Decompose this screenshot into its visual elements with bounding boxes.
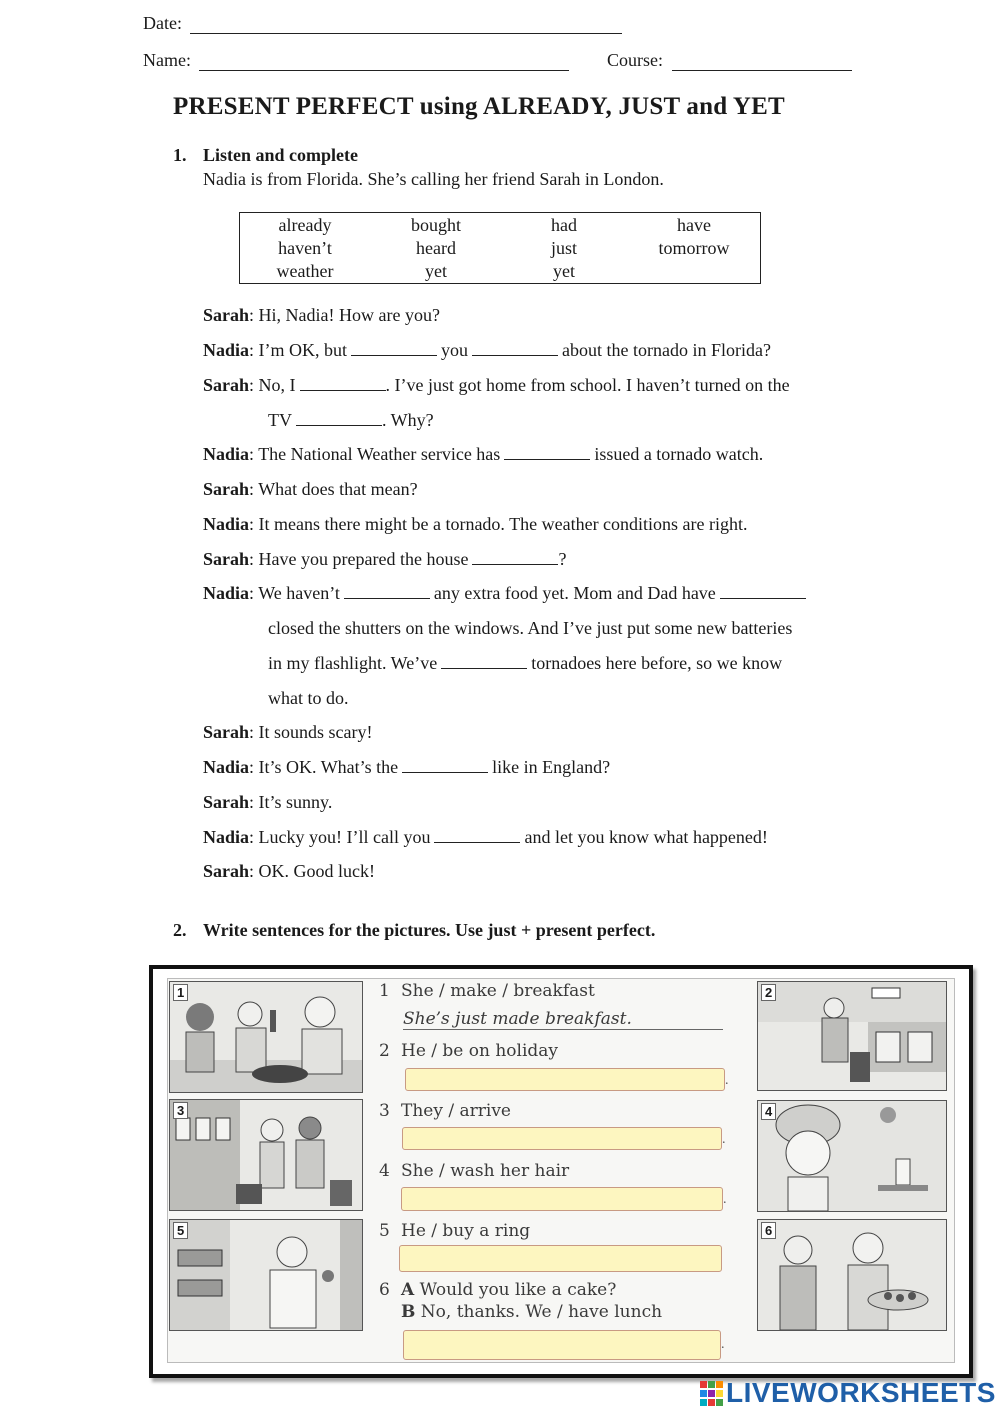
q1-heading: Listen and complete bbox=[203, 145, 358, 165]
exercise-item-6b: B No, thanks. We / have lunch bbox=[401, 1302, 663, 1322]
train-station-illustration bbox=[170, 1100, 362, 1210]
date-row bbox=[143, 13, 622, 34]
picture-6 bbox=[757, 1219, 947, 1331]
speaker: Sarah bbox=[203, 305, 250, 325]
liveworksheets-logo bbox=[700, 1377, 996, 1411]
name-row bbox=[143, 50, 569, 71]
course-label: Course: bbox=[607, 50, 663, 70]
exercise-item-5: 5 He / buy a ring bbox=[379, 1221, 531, 1241]
kitchen-illustration bbox=[170, 982, 362, 1092]
speaker: Sarah bbox=[203, 375, 250, 395]
picture-number: 1 bbox=[173, 984, 188, 1001]
dialogue-line: Sarah: It’s sunny. bbox=[203, 792, 333, 812]
answer-input-2[interactable] bbox=[405, 1068, 725, 1091]
gap-blank[interactable] bbox=[402, 758, 488, 773]
gap-blank[interactable] bbox=[300, 376, 386, 391]
gap-blank[interactable] bbox=[344, 584, 430, 599]
dialogue-line: Nadia: The National Weather service has issued a tornado watch. bbox=[203, 444, 764, 464]
speaker: Nadia bbox=[203, 827, 250, 847]
dialogue-line: in my flashlight. We’ve tornadoes here before, so we know bbox=[268, 653, 783, 673]
gap-blank[interactable] bbox=[351, 341, 437, 356]
dialogue-line: Sarah: What does that mean? bbox=[203, 479, 418, 499]
picture-number: 5 bbox=[173, 1222, 188, 1239]
page-title: PRESENT PERFECT using ALREADY, JUST and YET bbox=[173, 93, 785, 120]
speaker: Nadia bbox=[203, 757, 250, 777]
exercise-frame: 1 3 5 2 4 6 1 She / make / breakfast She’s just made breakfast. 2 He / be on holiday . 3 They / arrive . 4 She / wash her hair . 5 He / buy a ring 6 A Would you like a cake? B No, thanks. We / have lunch . bbox=[149, 965, 973, 1378]
speaker: Nadia bbox=[203, 583, 250, 603]
brand-name: LIVEWORKSHEETS bbox=[726, 1377, 996, 1408]
dialogue-line: Sarah: No, I . I’ve just got home from school. I haven’t turned on the bbox=[203, 375, 790, 395]
word-box-cell: already bbox=[278, 215, 332, 235]
dialogue-line: Nadia: I’m OK, but you about the tornado in Florida? bbox=[203, 340, 771, 360]
dialogue-line: Nadia: We haven’t any extra food yet. Mom and Dad have bbox=[203, 583, 806, 604]
picture-5 bbox=[169, 1219, 363, 1331]
dialogue-line: Sarah: Hi, Nadia! How are you? bbox=[203, 305, 440, 325]
speaker: Nadia bbox=[203, 444, 250, 464]
picture-number: 6 bbox=[761, 1222, 776, 1239]
dialogue-line: Nadia: It’s OK. What’s the like in England? bbox=[203, 757, 611, 777]
gap-blank[interactable] bbox=[472, 550, 558, 565]
holiday-illustration bbox=[758, 982, 946, 1090]
word-box-cell: yet bbox=[425, 261, 447, 281]
speaker: Nadia bbox=[203, 514, 250, 534]
gap-blank[interactable] bbox=[296, 411, 382, 426]
dialogue-line: what to do. bbox=[268, 688, 349, 708]
answer-input-5[interactable] bbox=[399, 1245, 722, 1272]
picture-2 bbox=[757, 981, 947, 1091]
word-box-cell: just bbox=[550, 238, 577, 258]
dialogue-line: Nadia: It means there might be a tornado. The weather conditions are right. bbox=[203, 514, 748, 534]
word-box-cell: weather bbox=[276, 261, 334, 281]
dialogue-line: Sarah: Have you prepared the house ? bbox=[203, 549, 567, 569]
answer-input-4[interactable] bbox=[401, 1187, 723, 1211]
picture-number: 3 bbox=[173, 1102, 188, 1119]
word-box-cell: have bbox=[677, 215, 711, 235]
jewellery-shop-illustration bbox=[170, 1220, 362, 1330]
dialogue-line: Sarah: OK. Good luck! bbox=[203, 861, 375, 881]
dialogue-line: Nadia: Lucky you! I’ll call you and let you know what happened! bbox=[203, 827, 768, 847]
speaker: Sarah bbox=[203, 792, 250, 812]
q1-intro: Nadia is from Florida. She’s calling her friend Sarah in London. bbox=[203, 169, 664, 189]
exercise-item-1: 1 She / make / breakfast bbox=[379, 981, 595, 1001]
date-line bbox=[190, 15, 622, 34]
picture-4 bbox=[757, 1100, 947, 1212]
answer-input-3[interactable] bbox=[402, 1127, 722, 1150]
picture-number: 4 bbox=[761, 1103, 776, 1120]
q2-number: 2. bbox=[173, 920, 187, 940]
speaker: Sarah bbox=[203, 479, 250, 499]
model-answer: She’s just made breakfast. bbox=[403, 1009, 723, 1030]
course-row bbox=[607, 50, 852, 71]
gap-blank[interactable] bbox=[720, 584, 806, 599]
gap-blank[interactable] bbox=[434, 828, 520, 843]
speaker: Nadia bbox=[203, 340, 250, 360]
word-box-cell: heard bbox=[416, 238, 456, 258]
word-box-cell: tomorrow bbox=[658, 238, 730, 258]
cakes-illustration bbox=[758, 1220, 946, 1330]
dialogue-line: Sarah: It sounds scary! bbox=[203, 722, 373, 742]
gap-blank[interactable] bbox=[441, 654, 527, 669]
q1-number: 1. bbox=[173, 145, 187, 165]
gap-blank[interactable] bbox=[504, 445, 590, 460]
word-box-cell: yet bbox=[553, 261, 575, 281]
name-line bbox=[199, 52, 569, 71]
gap-blank[interactable] bbox=[472, 341, 558, 356]
exercise-item-3: 3 They / arrive bbox=[379, 1101, 511, 1121]
speaker: Sarah bbox=[203, 722, 250, 742]
word-box-cell: had bbox=[551, 215, 577, 235]
exercise-item-4: 4 She / wash her hair bbox=[379, 1161, 570, 1181]
picture-number: 2 bbox=[761, 984, 776, 1001]
word-box-cell: bought bbox=[410, 215, 461, 235]
picture-3 bbox=[169, 1099, 363, 1211]
word-box bbox=[239, 212, 761, 284]
exercise-item-6: 6 A Would you like a cake? bbox=[379, 1280, 617, 1300]
exercise-item-2: 2 He / be on holiday bbox=[379, 1041, 559, 1061]
date-label: Date: bbox=[143, 13, 182, 33]
dialogue-line: TV . Why? bbox=[268, 410, 434, 430]
course-line bbox=[672, 52, 852, 71]
logo-blocks-icon bbox=[700, 1381, 724, 1407]
hair-wash-illustration bbox=[758, 1101, 946, 1211]
answer-input-6[interactable] bbox=[403, 1330, 721, 1360]
q2-heading: Write sentences for the pictures. Use just + present perfect. bbox=[203, 920, 656, 940]
speaker: Sarah bbox=[203, 861, 250, 881]
dialogue-line: closed the shutters on the windows. And I’ve just put some new batteries bbox=[268, 618, 793, 638]
name-label: Name: bbox=[143, 50, 191, 70]
word-box-cell: haven’t bbox=[278, 238, 332, 258]
speaker: Sarah bbox=[203, 549, 250, 569]
picture-1 bbox=[169, 981, 363, 1093]
